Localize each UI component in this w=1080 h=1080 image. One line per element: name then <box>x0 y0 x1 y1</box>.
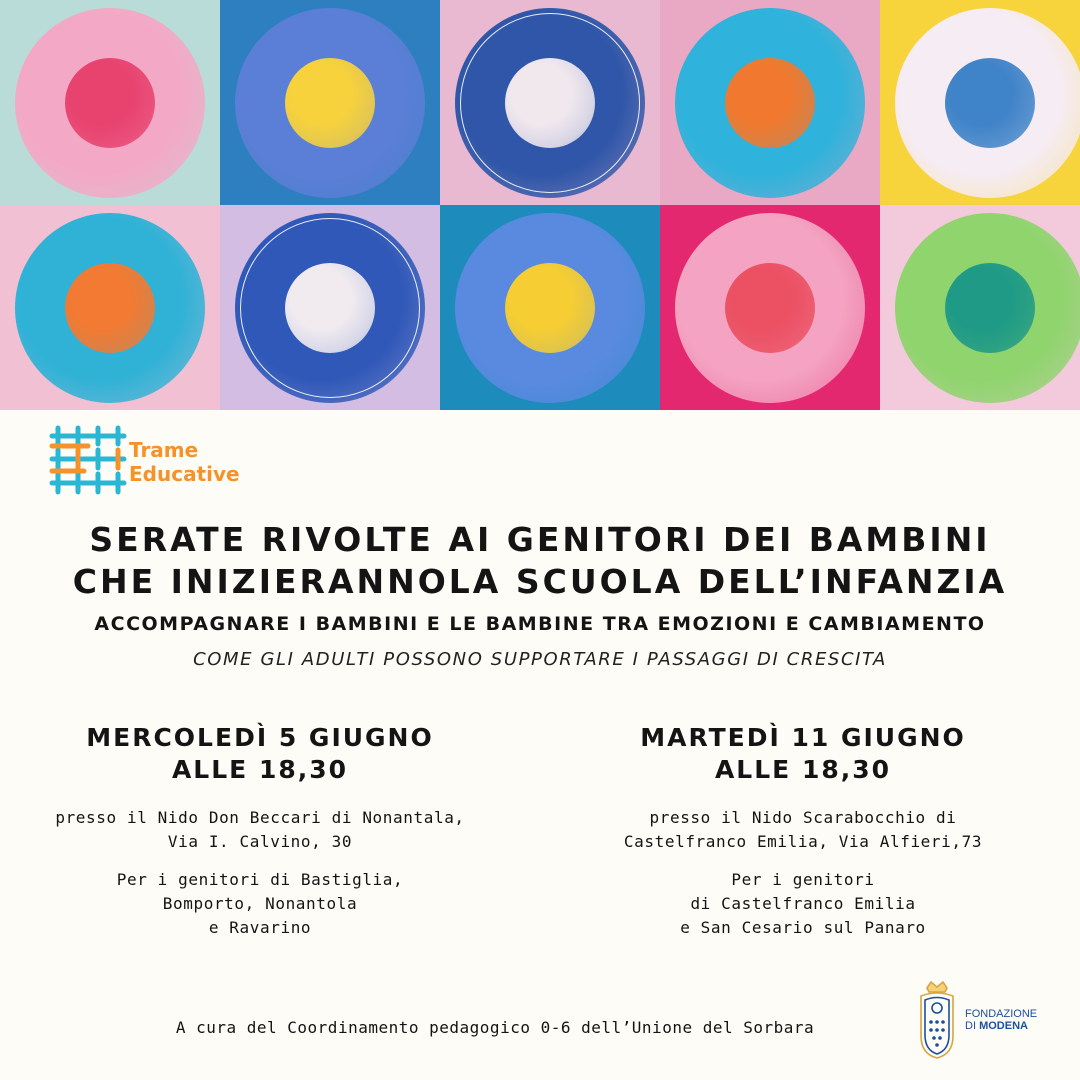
sponsor-line1: FONDAZIONE <box>965 1008 1038 1020</box>
crest-icon <box>915 978 959 1062</box>
event-card-1 <box>0 722 520 940</box>
headline-line1: SERATE RIVOLTE AI GENITORI DEI BAMBINI <box>89 520 991 559</box>
sponsor-line2-prefix: DI <box>965 1020 980 1032</box>
event-address: Via I. Calvino, 30 <box>167 832 353 851</box>
watercolor-circle-tile <box>220 0 440 205</box>
sponsor-name <box>965 1008 1037 1032</box>
watercolor-circle-tile <box>440 205 660 410</box>
event-time: ALLE 18,30 <box>714 755 892 784</box>
white-ring-outline <box>460 13 640 193</box>
watercolor-circle-tile <box>660 205 880 410</box>
headline-subtitle: ACCOMPAGNARE I BAMBINI E LE BAMBINE TRA EMOZIONI E CAMBIAMENTO <box>94 613 986 635</box>
event-date: MARTEDÌ 11 GIUGNO <box>640 723 966 752</box>
headline-line2: CHE INIZIERANNOLA SCUOLA DELL’INFANZIA <box>72 562 1008 601</box>
event-audience-3: e San Cesario sul Panaro <box>680 918 926 937</box>
watercolor-circle-tile <box>440 0 660 205</box>
headline-tagline: COME GLI ADULTI POSSONO SUPPORTARE I PASSAGGI DI CRESCITA <box>193 649 887 670</box>
header-watercolor-grid <box>0 0 1080 410</box>
watercolor-inner-circle <box>725 58 815 148</box>
watercolor-circle-tile <box>880 0 1080 205</box>
watercolor-circle-tile <box>0 0 220 205</box>
event-address: Castelfranco Emilia, Via Alfieri,73 <box>623 832 983 851</box>
event-card-2 <box>543 722 1063 940</box>
footer-credit: A cura del Coordinamento pedagogico 0-6 dell’Unione del Sorbara <box>175 1018 815 1037</box>
watercolor-circle-tile <box>880 205 1080 410</box>
event-venue: presso il Nido Scarabocchio di <box>649 808 957 827</box>
logo-text-line1: Trame <box>129 438 199 462</box>
trame-educative-logo <box>48 422 258 498</box>
event-time: ALLE 18,30 <box>171 755 349 784</box>
sponsor-line2 <box>965 1020 1037 1032</box>
watercolor-inner-circle <box>505 263 595 353</box>
event-audience-2: di Castelfranco Emilia <box>690 894 916 913</box>
fondazione-modena-logo <box>915 978 1055 1062</box>
sponsor-line2-strong: MODENA <box>979 1020 1028 1032</box>
event-audience-1: Per i genitori di Bastiglia, <box>116 870 404 889</box>
watercolor-inner-circle <box>725 263 815 353</box>
event-date: MERCOLEDÌ 5 GIUGNO <box>86 723 434 752</box>
white-ring-outline <box>240 218 420 398</box>
event-venue: presso il Nido Don Beccari di Nonantala, <box>55 808 465 827</box>
logo-text-line2: Educative <box>129 462 240 486</box>
event-audience-3: e Ravarino <box>208 918 312 937</box>
event-audience-2: Bomporto, Nonantola <box>162 894 358 913</box>
watercolor-inner-circle <box>65 58 155 148</box>
woven-grid-icon <box>48 422 128 498</box>
event-audience-1: Per i genitori <box>731 870 875 889</box>
watercolor-circle-tile <box>660 0 880 205</box>
watercolor-circle-tile <box>0 205 220 410</box>
watercolor-inner-circle <box>65 263 155 353</box>
watercolor-inner-circle <box>945 58 1035 148</box>
watercolor-circle-tile <box>220 205 440 410</box>
watercolor-inner-circle <box>945 263 1035 353</box>
watercolor-inner-circle <box>285 58 375 148</box>
